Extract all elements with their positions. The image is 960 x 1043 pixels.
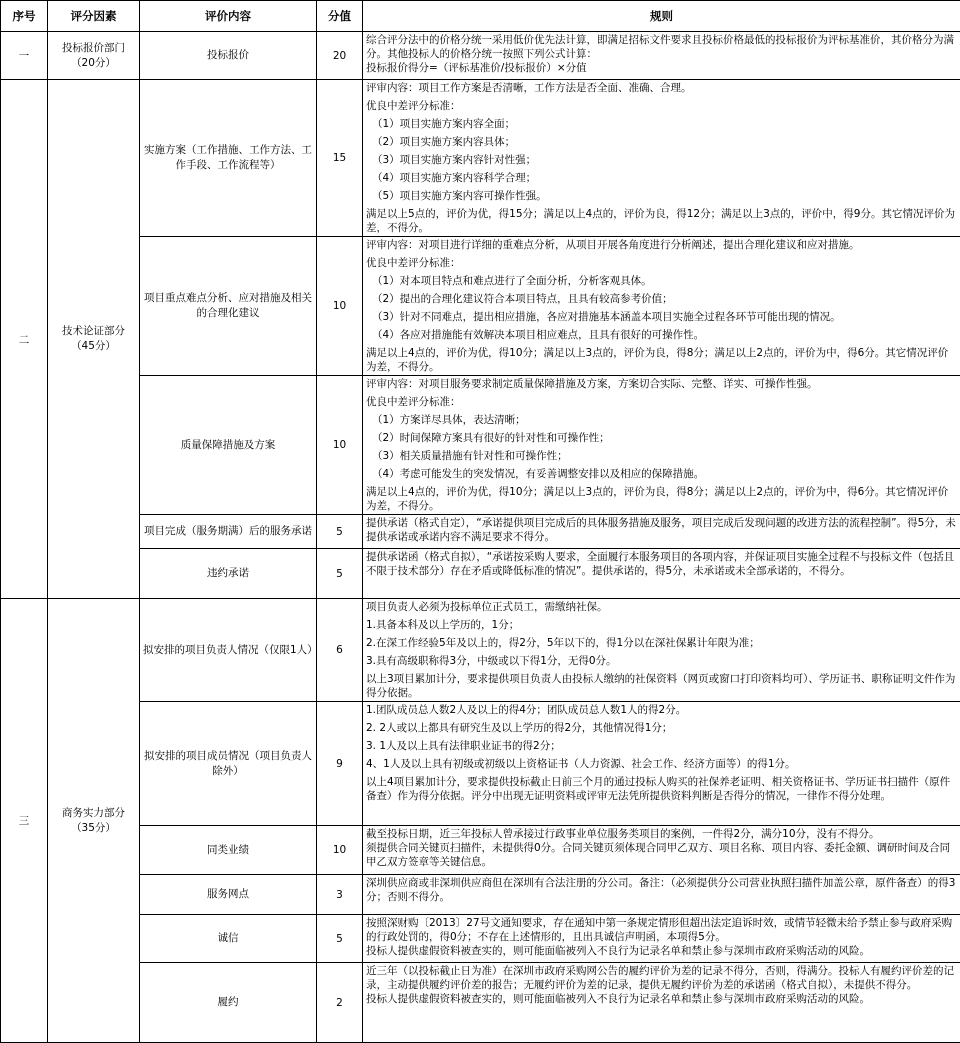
content-cell: 履约 — [140, 963, 317, 1043]
table-row — [1, 875, 960, 915]
content-cell: 违约承诺 — [140, 549, 317, 599]
table-row — [1, 32, 960, 80]
score-cell: 2 — [317, 963, 363, 1043]
factor-name: 商务实力部分 — [51, 806, 136, 821]
content-cell: 投标报价 — [140, 32, 317, 80]
rule-line: 投标人提供虚假资料被查实的，则可能面临被列入不良行为记录名单和禁止参与深圳市政府采购活动的风险。 — [366, 944, 957, 958]
header-content: 评价内容 — [140, 1, 317, 32]
content-cell: 拟安排的项目负责人情况（仅限1人） — [140, 599, 317, 702]
factor-name: 投标报价部门 — [51, 41, 136, 56]
factor-cell — [48, 599, 140, 1043]
rule-line: 以上3项目累加计分，要求提供项目负责人由投标人缴纳的社保资料（网页或窗口打印资料均可）、学历证书、职称证明文件作为得分依据。 — [366, 672, 957, 700]
content-cell: 实施方案（工作措施、工作方法、工作手段、工作流程等） — [140, 80, 317, 237]
rule-line: 提供承诺函（格式自拟），“承诺按采购人要求，全面履行本服务项目的各项内容，并保证项目实施全过程不与投标文件（包括且不限于技术部分）存在矛盾或降低标准的情况”。提供承诺的，得5分，未承诺或未全部承诺的，不得分。 — [366, 550, 957, 578]
rule-line: 评审内容：对项目服务要求制定质量保障措施及方案，方案切合实际、完整、详实、可操作性强。 — [366, 377, 957, 391]
score-cell: 20 — [317, 32, 363, 80]
rule-line: 2.在深工作经验5年及以上的，得2分，5年以下的，得1分以在深社保累计年限为准； — [366, 636, 957, 650]
rule-line: 按照深财购〔2013〕27号文通知要求，存在通知中第一条规定情形但超出法定追诉时效，或情节轻微未给予禁止参与政府采购的行政处罚的，得0分；不存在上述情形的，且出具诚信声明函，本项得5分。 — [366, 916, 957, 944]
rule-line: 满足以上4点的，评价为优，得10分；满足以上3点的，评价为良，得8分；满足以上2点的，评价为中，得6分。其它情况评价为差，不得分。 — [366, 346, 957, 374]
rule-line: （4）各应对措施能有效解决本项目相应难点，且具有很好的可操作性。 — [366, 328, 957, 342]
rule-line: 须提供合同关键页扫描件，未提供得0分。合同关键页须体现合同甲乙双方、项目名称、项目内容、委托金额、调研时间及合同甲乙双方签章等关键信息。 — [366, 841, 957, 869]
rule-line: （2）提出的合理化建议符合本项目特点，且具有较高参考价值； — [366, 292, 957, 306]
rule-line: （1）对本项目特点和难点进行了全面分析，分析客观具体。 — [366, 274, 957, 288]
rules-cell — [363, 515, 960, 549]
rule-line: 1.团队成员总人数2人及以上的得4分；团队成员总人数1人的得2分。 — [366, 703, 957, 717]
table-row — [1, 915, 960, 963]
seq-cell: 一 — [1, 32, 48, 80]
rule-line: 3.具有高级职称得3分，中级或以下得1分，无得0分。 — [366, 654, 957, 668]
table-row — [1, 599, 960, 702]
factor-points: （20分） — [51, 56, 136, 71]
rules-cell — [363, 237, 960, 376]
content-cell: 诚信 — [140, 915, 317, 963]
score-cell: 3 — [317, 875, 363, 915]
rules-cell — [363, 549, 960, 599]
score-cell: 5 — [317, 549, 363, 599]
header-factor: 评分因素 — [48, 1, 140, 32]
score-cell: 9 — [317, 702, 363, 826]
rule-line: 1.具备本科及以上学历的，1分； — [366, 618, 957, 632]
header-rules: 规则 — [363, 1, 960, 32]
rule-line: 截至投标日期，近三年投标人曾承接过行政事业单位服务类项目的案例，一件得2分，满分10分，没有不得分。 — [366, 827, 957, 841]
rule-line: 优良中差评分标准： — [366, 99, 957, 113]
rule-line: 2. 2人或以上都具有研究生及以上学历的得2分，其他情况得1分； — [366, 721, 957, 735]
table-row — [1, 826, 960, 875]
seq-cell: 二 — [1, 80, 48, 599]
table-row — [1, 963, 960, 1043]
score-cell: 10 — [317, 376, 363, 515]
table-row — [1, 80, 960, 237]
rules-cell — [363, 875, 960, 915]
table-row — [1, 515, 960, 549]
table-body — [1, 32, 960, 1043]
rule-line: 满足以上4点的，评价为优，得10分；满足以上3点的，评价为良，得8分；满足以上2点的，评价为中，得6分。其它情况评价为差，不得分。 — [366, 485, 957, 513]
header-row — [1, 1, 960, 32]
rule-line: 以上4项目累加计分，要求提供投标截止日前三个月的通过投标人购买的社保养老证明、相关资格证书、学历证书扫描件（原件备查）作为得分依据。评分中出现无证明资料或评审无法凭所提供资料判断是否得分的情况，一律作不得分处理。 — [366, 775, 957, 803]
rule-line: 4、1人及以上具有初级或初级以上资格证书（人力资源、社会工作、经济方面等）的得1分。 — [366, 757, 957, 771]
rule-line: （5）项目实施方案内容可操作性强。 — [366, 189, 957, 203]
content-cell: 同类业绩 — [140, 826, 317, 875]
rule-line: 综合评分法中的价格分统一采用低价优先法计算，即满足招标文件要求且投标价格最低的投标报价为评标基准价，其价格分为满分。其他投标人的价格分统一按照下列公式计算： — [366, 33, 957, 61]
rules-cell — [363, 826, 960, 875]
rule-line: （1）项目实施方案内容全面； — [366, 117, 957, 131]
score-cell: 6 — [317, 599, 363, 702]
rule-line: （3）针对不同难点，提出相应措施，各应对措施基本涵盖本项目实施全过程各环节可能出现的情况。 — [366, 310, 957, 324]
rule-line: （1）方案详尽具体，表达清晰； — [366, 413, 957, 427]
score-cell: 10 — [317, 237, 363, 376]
rules-cell — [363, 915, 960, 963]
score-cell: 5 — [317, 915, 363, 963]
table-row — [1, 549, 960, 599]
table-row — [1, 702, 960, 826]
rule-line: 3. 1人及以上具有法律职业证书的得2分； — [366, 739, 957, 753]
rule-line: 评审内容：项目工作方案是否清晰，工作方法是否全面、准确、合理。 — [366, 81, 957, 95]
table-row — [1, 376, 960, 515]
rule-line: 项目负责人必须为投标单位正式员工，需缴纳社保。 — [366, 600, 957, 614]
header-score: 分值 — [317, 1, 363, 32]
rule-line: 投标人提供虚假资料被查实的，则可能面临被列入不良行为记录名单和禁止参与深圳市政府采购活动的风险。 — [366, 992, 957, 1006]
rule-line: （3）项目实施方案内容针对性强； — [366, 153, 957, 167]
header-seq: 序号 — [1, 1, 48, 32]
content-cell: 项目重点难点分析、应对措施及相关的合理化建议 — [140, 237, 317, 376]
score-cell: 5 — [317, 515, 363, 549]
rules-cell — [363, 599, 960, 702]
content-cell: 项目完成（服务期满）后的服务承诺 — [140, 515, 317, 549]
factor-cell — [48, 80, 140, 599]
content-cell: 质量保障措施及方案 — [140, 376, 317, 515]
rules-cell — [363, 963, 960, 1043]
content-cell: 拟安排的项目成员情况（项目负责人除外） — [140, 702, 317, 826]
rule-line: 投标报价得分=（评标基准价/投标报价）×分值 — [366, 61, 957, 75]
rule-line: （3）相关质量措施有针对性和可操作性； — [366, 449, 957, 463]
rule-line: 深圳供应商或非深圳供应商但在深圳有合法注册的分公司。备注：（必须提供分公司营业执照扫描件加盖公章，原件备查）的得3分；否则不得分。 — [366, 876, 957, 904]
score-cell: 15 — [317, 80, 363, 237]
content-cell: 服务网点 — [140, 875, 317, 915]
rules-cell — [363, 80, 960, 237]
factor-points: （35分） — [51, 821, 136, 836]
rule-line: 评审内容：对项目进行详细的重难点分析，从项目开展各角度进行分析阐述，提出合理化建议和应对措施。 — [366, 238, 957, 252]
rule-line: （2）时间保障方案具有很好的针对性和可操作性； — [366, 431, 957, 445]
factor-cell — [48, 32, 140, 80]
rule-line: 优良中差评分标准： — [366, 256, 957, 270]
rule-line: 近三年（以投标截止日为准）在深圳市政府采购网公告的履约评价为差的记录不得分，否则，得满分。投标人有履约评价差的记录，主动提供履约评价差的报告；无履约评价为差的记录，提供无履约评价为差的承诺函（格式自拟），未提供不得分。 — [366, 964, 957, 992]
rule-line: （4）考虑可能发生的突发情况，有妥善调整安排以及相应的保障措施。 — [366, 467, 957, 481]
rule-line: 满足以上5点的，评价为优，得15分；满足以上4点的，评价为良，得12分；满足以上3点的，评价中，得9分。其它情况评价为差，不得分。 — [366, 207, 957, 235]
rule-line: 提供承诺（格式自定），“承诺提供项目完成后的具体服务措施及服务，项目完成后发现问题的改进方法的流程控制”。得5分，未提供承诺或承诺内容不满足要求不得分。 — [366, 516, 957, 544]
rules-cell — [363, 32, 960, 80]
factor-points: （45分） — [51, 339, 136, 354]
rule-line: （4）项目实施方案内容科学合理； — [366, 171, 957, 185]
rule-line: 优良中差评分标准： — [366, 395, 957, 409]
rules-cell — [363, 376, 960, 515]
seq-cell: 三 — [1, 599, 48, 1043]
table-row — [1, 237, 960, 376]
rule-line: （2）项目实施方案内容具体； — [366, 135, 957, 149]
factor-name: 技术论证部分 — [51, 324, 136, 339]
score-cell: 10 — [317, 826, 363, 875]
rules-cell — [363, 702, 960, 826]
